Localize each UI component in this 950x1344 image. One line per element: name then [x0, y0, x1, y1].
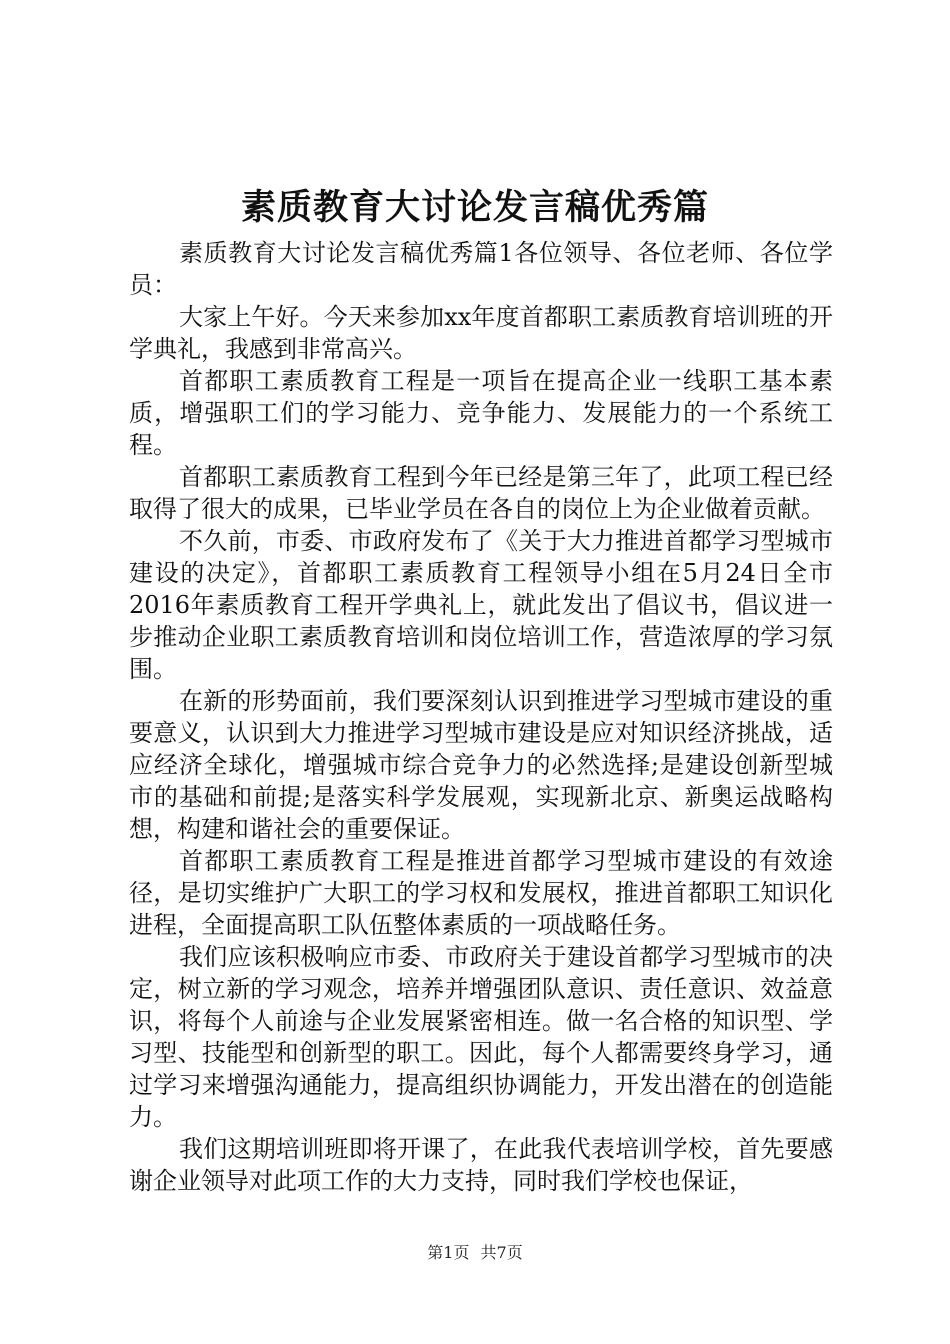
document-title: 素质教育大讨论发言稿优秀篇 — [240, 187, 709, 228]
page-total: 共7页 — [480, 1243, 523, 1262]
paragraph-2: 大家上午好。今天来参加xx年度首都职工素质教育培训班的开学典礼，我感到非常高兴。 — [129, 303, 833, 363]
paragraph-4: 首都职工素质教育工程到今年已经是第三年了，此项工程已经取得了很大的成果，已毕业学员在各自的岗位上为企业做着贡献。 — [129, 463, 833, 523]
paragraph-7: 首都职工素质教育工程是推进首都学习型城市建设的有效途径，是切实维护广大职工的学习权和发展权，推进首都职工知识化进程，全面提高职工队伍整体素质的一项战略任务。 — [129, 847, 833, 939]
paragraph-3: 首都职工素质教育工程是一项旨在提高企业一线职工基本素质，增强职工们的学习能力、竞争能力、发展能力的一个系统工程。 — [129, 367, 833, 459]
page-number: 第1页 — [427, 1243, 470, 1262]
page-footer — [0, 1242, 950, 1264]
paragraph-9: 我们这期培训班即将开课了，在此我代表培训学校，首先要感谢企业领导对此项工作的大力支持，同时我们学校也保证， — [129, 1135, 833, 1195]
paragraph-8: 我们应该积极响应市委、市政府关于建设首都学习型城市的决定，树立新的学习观念，培养并增强团队意识、责任意识、效益意识，将每个人前途与企业发展紧密相连。做一名合格的知识型、学习型、技能型和创新型的职工。因此，每个人都需要终身学习，通过学习来增强沟通能力，提高组织协调能力，开发出潜在的创造能力。 — [129, 943, 833, 1131]
paragraph-1: 素质教育大讨论发言稿优秀篇1各位领导、各位老师、各位学员： — [129, 239, 833, 299]
paragraph-6: 在新的形势面前，我们要深刻认识到推进学习型城市建设的重要意义，认识到大力推进学习型城市建设是应对知识经济挑战，适应经济全球化，增强城市综合竞争力的必然选择;是建设创新型城市的基础和前提;是落实科学发展观，实现新北京、新奥运战略构想，构建和谐社会的重要保证。 — [129, 687, 833, 843]
paragraph-5: 不久前，市委、市政府发布了《关于大力推进首都学习型城市建设的决定》，首都职工素质教育工程领导小组在5月24日全市2016年素质教育工程开学典礼上，就此发出了倡议书，倡议进一步推动企业职工素质教育培训和岗位培训工作，营造浓厚的学习氛围。 — [129, 527, 833, 683]
document-body — [129, 237, 833, 1197]
